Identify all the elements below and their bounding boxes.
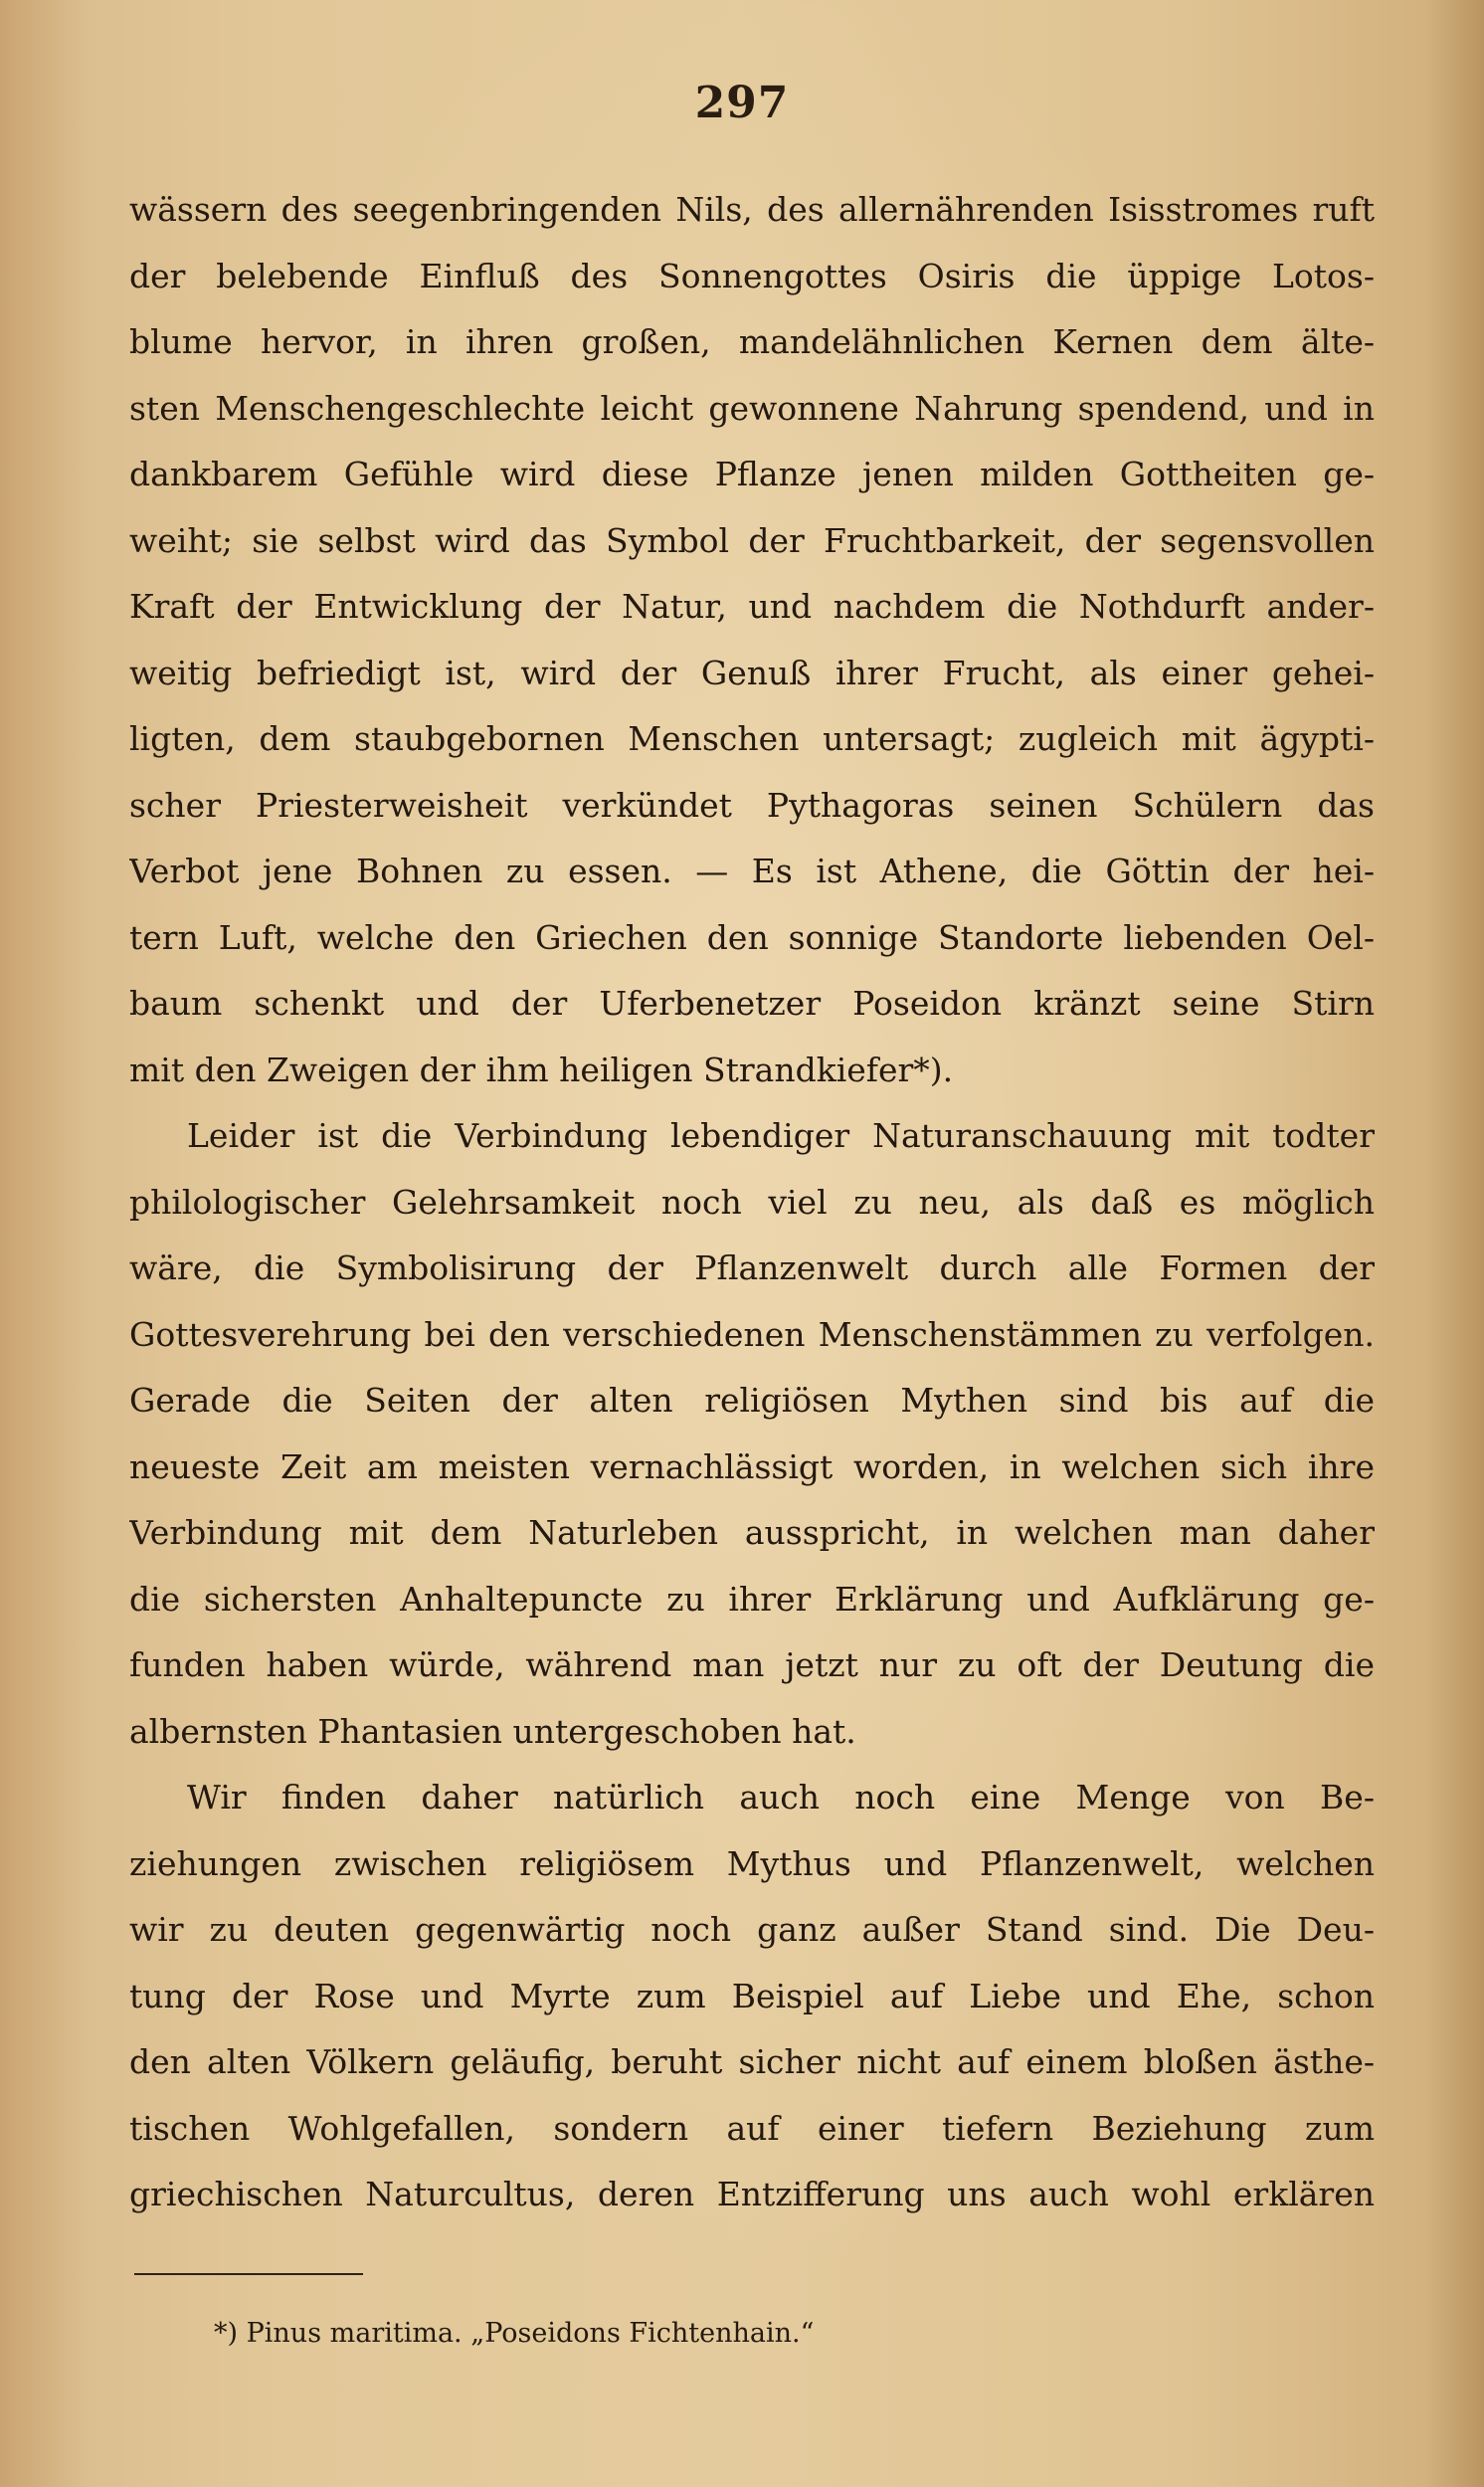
text-line: die sichersten Anhaltepuncte zu ihrer Erklärung und Aufklärung ge- — [129, 1579, 1375, 1619]
text-line: Wir finden daher natürlich auch noch eine Menge von Be- — [187, 1778, 1375, 1817]
text-line: weiht; sie selbst wird das Symbol der Fruchtbarkeit, der segensvollen — [129, 520, 1375, 560]
text-line: mit den Zweigen der ihm heiligen Strandkiefer*). — [129, 1050, 954, 1089]
text-line: philologischer Gelehrsamkeit noch viel zu neu, als daß es möglich — [129, 1182, 1375, 1222]
text-line: wäre, die Symbolisirung der Pflanzenwelt durch alle Formen der — [129, 1248, 1375, 1287]
text-line: Gottesverehrung bei den verschiedenen Menschenstämmen zu verfolgen. — [129, 1314, 1375, 1354]
text-line: funden haben würde, während man jetzt nur zu oft der Deutung die — [129, 1645, 1375, 1684]
text-line: neueste Zeit am meisten vernachlässigt worden, in welchen sich ihre — [129, 1446, 1375, 1486]
text-line: wir zu deuten gegenwärtig noch ganz außer Stand sind. Die Deu- — [129, 1910, 1375, 1949]
footnote-divider — [134, 2273, 363, 2275]
text-line: blume hervor, in ihren großen, mandelähnlichen Kernen dem älte- — [129, 322, 1375, 361]
text-line: weitig befriedigt ist, wird der Genuß ihrer Frucht, als einer gehei- — [129, 653, 1375, 692]
page-number: 297 — [694, 78, 790, 128]
text-line: scher Priesterweisheit verkündet Pythagoras seinen Schülern das — [129, 785, 1375, 825]
text-line: albernsten Phantasien untergeschoben hat. — [129, 1711, 856, 1751]
text-line: tern Luft, welche den Griechen den sonnige Standorte liebenden Oel- — [129, 917, 1375, 957]
text-line: ligten, dem staubgebornen Menschen untersagt; zugleich mit ägypti- — [129, 719, 1375, 758]
text-line: griechischen Naturcultus, deren Entzifferung uns auch wohl erklären — [129, 2175, 1375, 2213]
text-line: dankbarem Gefühle wird diese Pflanze jenen milden Gottheiten ge- — [129, 455, 1375, 493]
text-line: tung der Rose und Myrte zum Beispiel auf Liebe und Ehe, schon — [129, 1976, 1375, 2015]
text-line: tischen Wohlgefallen, sondern auf einer tiefern Beziehung zum — [129, 2108, 1375, 2148]
text-line: den alten Völkern geläufig, beruht sicher nicht auf einem bloßen ästhe- — [129, 2042, 1375, 2081]
text-line: Verbot jene Bohnen zu essen. — Es ist Athene, die Göttin der hei- — [129, 852, 1375, 890]
text-line: ziehungen zwischen religiösem Mythus und Pflanzenwelt, welchen — [129, 1843, 1375, 1883]
text-line: Leider ist die Verbindung lebendiger Naturanschauung mit todter — [187, 1116, 1375, 1155]
footnote: *) Pinus maritima. „Poseidons Fichtenhain.“ — [214, 2318, 815, 2349]
text-line: wässern des seegenbringenden Nils, des allernährenden Isisstromes ruft — [129, 190, 1375, 229]
text-line: der belebende Einfluß des Sonnengottes Osiris die üppige Lotos- — [129, 256, 1375, 295]
body-text — [129, 177, 1375, 2228]
text-line: Gerade die Seiten der alten religiösen Mythen sind bis auf die — [129, 1381, 1375, 1420]
text-line: Verbindung mit dem Naturleben ausspricht, in welchen man daher — [129, 1513, 1375, 1552]
text-line: baum schenkt und der Uferbenetzer Poseidon kränzt seine Stirn — [129, 984, 1375, 1023]
text-line: Kraft der Entwicklung der Natur, und nachdem die Nothdurft ander- — [129, 587, 1375, 626]
text-line: sten Menschengeschlechte leicht gewonnene Nahrung spendend, und in — [129, 388, 1375, 428]
